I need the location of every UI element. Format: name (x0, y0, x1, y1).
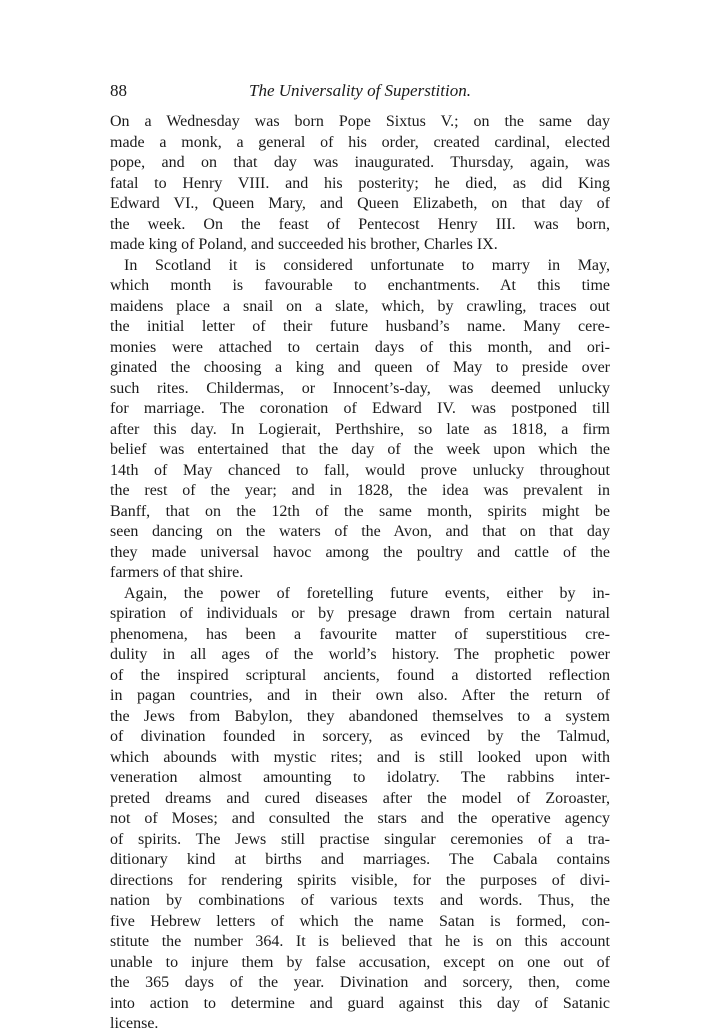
paragraph (110, 256, 610, 584)
text-line: pope, and on that day was inaugurated. Thursday, again, was (110, 154, 610, 171)
body-text (110, 112, 610, 1035)
text-line: In Scotland it is considered unfortunate to marry in May, (124, 256, 610, 274)
text-line: the rest of the year; and in 1828, the idea was prevalent in (110, 482, 610, 499)
text-line: the initial letter of their future husband’s name. Many cere- (110, 318, 610, 335)
text-line: license. (110, 1015, 159, 1032)
text-line: maidens place a snail on a slate, which, by crawling, traces out (110, 297, 610, 315)
text-line: Edward VI., Queen Mary, and Queen Elizabeth, on that day of (110, 195, 610, 212)
text-line: nation by combinations of various texts and words. Thus, the (110, 892, 610, 909)
text-line: seen dancing on the waters of the Avon, and that on that day (110, 523, 610, 540)
text-line: made a monk, a general of his order, created cardinal, elected (110, 133, 610, 151)
text-line: veneration almost amounting to idolatry. The rabbins inter- (110, 769, 610, 786)
text-line: stitute the number 364. It is believed that he is on this account (110, 933, 610, 950)
text-line: unable to injure them by false accusation, except on one out of (110, 953, 610, 971)
text-line: the Jews from Babylon, they abandoned themselves to a system (110, 707, 610, 725)
text-line: of the inspired scriptural ancients, found a distorted reflection (110, 666, 610, 684)
text-line: which month is favourable to enchantments. At this time (110, 277, 610, 294)
text-line: not of Moses; and consulted the stars and the operative agency (110, 810, 610, 827)
text-line: into action to determine and guard against this day of Satanic (110, 994, 610, 1012)
text-line: five Hebrew letters of which the name Satan is formed, con- (110, 912, 610, 930)
text-line: the week. On the feast of Pentecost Henry III. was born, (110, 215, 610, 233)
paragraph (110, 584, 610, 1035)
text-line: monies were attached to certain days of this month, and ori- (110, 338, 610, 356)
text-line: of divination founded in sorcery, as evinced by the Talmud, (110, 728, 610, 745)
text-line: preted dreams and cured diseases after the model of Zoroaster, (110, 789, 610, 807)
text-line: they made universal havoc among the poultry and cattle of the (110, 543, 610, 561)
text-line: in pagan countries, and in their own also. After the return of (110, 687, 610, 704)
text-line: such rites. Childermas, or Innocent’s-day, was deemed unlucky (110, 379, 610, 397)
text-line: Again, the power of foretelling future events, either by in- (124, 584, 610, 602)
text-line: ditionary kind at births and marriages. The Cabala contains (110, 851, 610, 868)
text-line: of spirits. The Jews still practise singular ceremonies of a tra- (110, 830, 610, 848)
text-line: farmers of that shire. (110, 564, 244, 581)
text-line: 14th of May chanced to fall, would prove unlucky throughout (110, 461, 610, 479)
running-head (110, 78, 610, 104)
paragraph (110, 112, 610, 256)
text-line: dulity in all ages of the world’s history. The prophetic power (110, 646, 610, 663)
page-number: 88 (110, 81, 127, 100)
text-line: Banff, that on the 12th of the same month, spirits might be (110, 502, 610, 520)
text-line: ginated the choosing a king and queen of May to preside over (110, 359, 610, 376)
text-line: which abounds with mystic rites; and is still looked upon with (110, 748, 610, 766)
text-line: the 365 days of the year. Divination and sorcery, then, come (110, 974, 610, 991)
running-title: The Universality of Superstition. (249, 81, 471, 100)
text-line: belief was entertained that the day of the week upon which the (110, 441, 610, 458)
text-line: made king of Poland, and succeeded his brother, Charles IX. (110, 236, 498, 253)
text-line: On a Wednesday was born Pope Sixtus V.; on the same day (110, 113, 610, 130)
text-line: for marriage. The coronation of Edward IV. was postponed till (110, 400, 610, 417)
text-line: fatal to Henry VIII. and his posterity; he died, as did King (110, 174, 610, 192)
text-line: directions for rendering spirits visible, for the purposes of divi- (110, 871, 610, 889)
text-line: spiration of individuals or by presage drawn from certain natural (110, 605, 610, 622)
book-page (110, 78, 610, 1035)
text-line: phenomena, has been a favourite matter of superstitious cre- (110, 625, 610, 643)
text-line: after this day. In Logierait, Perthshire, so late as 1818, a firm (110, 420, 610, 438)
